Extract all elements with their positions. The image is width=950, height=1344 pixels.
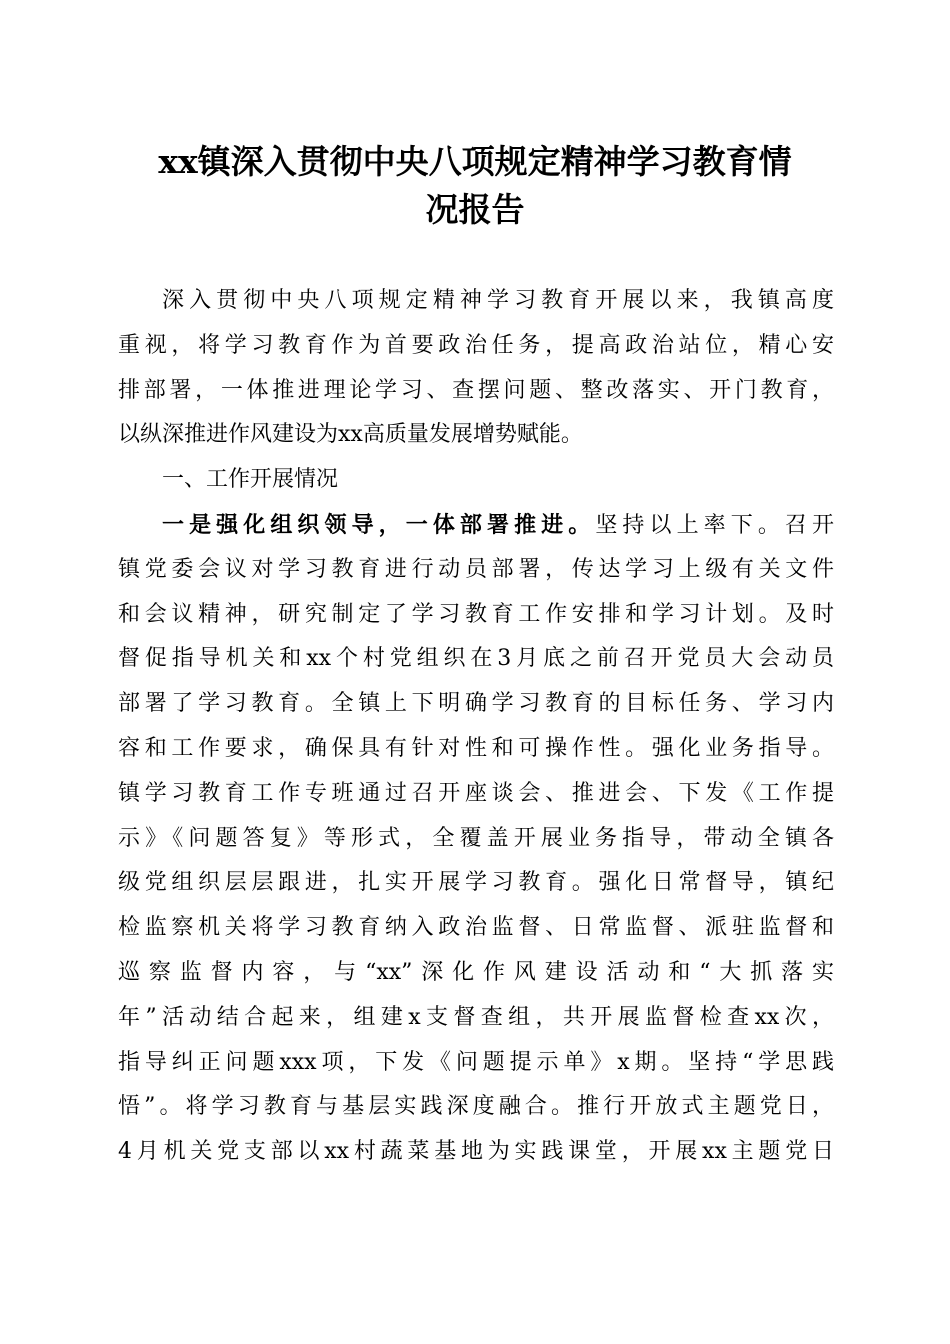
- section-heading: 一、工作开展情况: [162, 467, 339, 493]
- section-line: 4月机关党支部以xx村蔬菜基地为实践课堂，开展xx主题党日: [118, 1139, 834, 1165]
- section-lead: 一是强化组织领导，一体部署推进。: [162, 511, 596, 538]
- section-first-line-rest: 坚持以上率下。召开: [595, 512, 834, 538]
- section-line: 悟”。将学习教育与基层实践深度融合。推行开放式主题党日，: [118, 1094, 834, 1120]
- document-body: [118, 279, 834, 1175]
- section-line: 镇党委会议对学习教育进行动员部署，传达学习上级有关文件: [118, 556, 834, 582]
- section-line: 部署了学习教育。全镇上下明确学习教育的目标任务、学习内: [118, 691, 834, 717]
- section-line: 年”活动结合起来，组建x支督查组，共开展监督检查xx次，: [118, 1004, 834, 1030]
- section-line: 巡察监督内容，与“xx”深化作风建设活动和“大抓落实: [118, 959, 834, 985]
- section-line: 示》《问题答复》等形式，全覆盖开展业务指导，带动全镇各: [118, 825, 834, 851]
- intro-line: 以纵深推进作风建设为xx高质量发展增势赋能。: [118, 422, 583, 448]
- intro-line: 排部署，一体推进理论学习、查摆问题、整改落实、开门教育，: [118, 377, 834, 403]
- document-title: [100, 138, 850, 234]
- title-line: 况报告: [425, 190, 525, 229]
- section-line: 镇学习教育工作专班通过召开座谈会、推进会、下发《工作提: [118, 780, 834, 806]
- section-line: 督促指导机关和xx个村党组织在3月底之前召开党员大会动员: [118, 646, 834, 672]
- section-first-line: [118, 503, 834, 548]
- section-line: 和会议精神，研究制定了学习教育工作安排和学习计划。及时: [118, 601, 834, 627]
- section-line: 检监察机关将学习教育纳入政治监督、日常监督、派驻监督和: [118, 915, 834, 941]
- section-line: 容和工作要求，确保具有针对性和可操作性。强化业务指导。: [118, 735, 834, 761]
- section-line: 级党组织层层跟进，扎实开展学习教育。强化日常督导，镇纪: [118, 870, 834, 896]
- intro-line: 深入贯彻中央八项规定精神学习教育开展以来，我镇高度: [162, 288, 834, 313]
- title-line: xx镇深入贯彻中央八项规定精神学习教育情: [158, 142, 792, 181]
- section-line: 指导纠正问题xxx项，下发《问题提示单》x期。坚持“学思践: [118, 1049, 834, 1075]
- intro-line: 重视，将学习教育作为首要政治任务，提高政治站位，精心安: [118, 332, 834, 358]
